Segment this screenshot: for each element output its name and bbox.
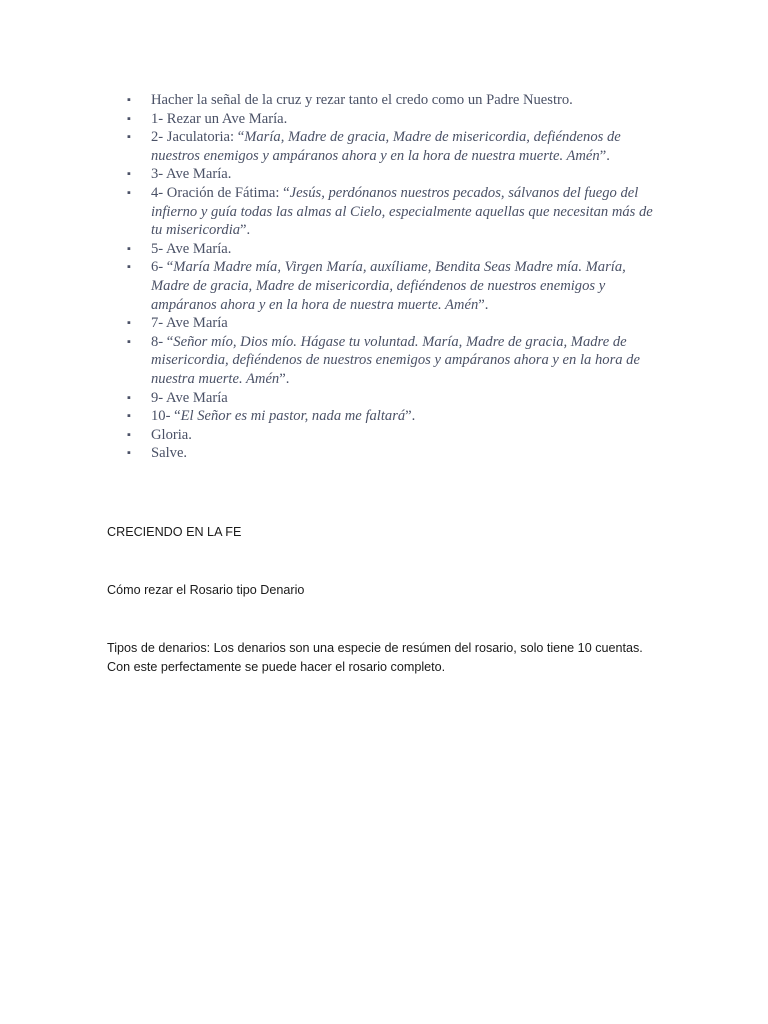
list-item — [127, 258, 667, 314]
bullet-icon: ▪ — [127, 112, 131, 125]
list-item — [127, 444, 667, 463]
list-item-text: 3- Ave María. — [151, 166, 232, 183]
list-item-text: Hacher la señal de la cruz y rezar tanto el credo como un Padre Nuestro. — [151, 92, 573, 108]
bullet-icon: ▪ — [127, 94, 131, 106]
bullet-icon: ▪ — [127, 391, 131, 404]
list-item-text: 4- Oración de Fátima: “Jesús, perdónanos nuestros pecados, sálvanos del fuego del infierno y guía todas las almas al Cielo, especialmente aquellas que necesitan más de tu misericordia”. — [151, 184, 653, 239]
bullet-icon: ▪ — [127, 168, 131, 181]
list-item — [127, 128, 667, 165]
list-item-text: Salve. — [151, 445, 188, 462]
list-item — [127, 333, 667, 389]
list-item — [127, 165, 667, 184]
list-item-text: 10- “El Señor es mi pastor, nada me faltará”. — [151, 408, 416, 425]
bullet-icon: ▪ — [127, 317, 131, 330]
prayer-steps-list — [127, 91, 667, 463]
bullet-icon: ▪ — [127, 261, 131, 274]
bullet-icon: ▪ — [127, 186, 131, 199]
bullet-icon: ▪ — [127, 242, 131, 255]
list-item — [127, 389, 667, 408]
list-item — [127, 407, 667, 426]
body-paragraph: Tipos de denarios: Los denarios son una especie de resúmen del rosario, solo tiene 10 cuentas. Con este perfectamente se puede hacer el rosario completo. — [107, 641, 643, 674]
section-subheading: Cómo rezar el Rosario tipo Denario — [107, 583, 305, 597]
bullet-icon: ▪ — [127, 410, 131, 423]
list-item — [127, 91, 667, 110]
list-item — [127, 240, 667, 259]
list-item-text: 8- “Señor mío, Dios mío. Hágase tu voluntad. María, Madre de gracia, Madre de misericordia, defiéndenos de nuestros enemigos y ampáranos ahora y en la hora de nuestra muerte. Amén”. — [151, 333, 640, 387]
bullet-icon: ▪ — [127, 428, 131, 441]
bullet-icon: ▪ — [127, 131, 131, 144]
list-item — [127, 184, 667, 240]
list-item-text: 2- Jaculatoria: “María, Madre de gracia, Madre de misericordia, defiéndenos de nuestros enemigos y ampáranos ahora y en la hora de nuestra muerte. Amén”. — [151, 129, 621, 164]
bullet-icon: ▪ — [127, 335, 131, 348]
list-item-text: Gloria. — [151, 426, 192, 443]
list-item — [127, 314, 667, 333]
list-item-text: 1- Rezar un Ave María. — [151, 110, 288, 127]
section-heading: CRECIENDO EN LA FE — [107, 525, 242, 539]
list-item — [127, 110, 667, 129]
list-item-text: 9- Ave María — [151, 389, 228, 406]
list-item-text: 7- Ave María — [151, 315, 228, 332]
list-item — [127, 426, 667, 445]
list-item-text: 5- Ave María. — [151, 240, 232, 257]
bullet-icon: ▪ — [127, 447, 131, 460]
list-item-text: 6- “María Madre mía, Virgen María, auxíliame, Bendita Seas Madre mía. María, Madre de gracia, Madre de misericordia, defiéndenos de nuestros enemigos y ampáranos ahora y en la hora de nuestra muerte. Amén”. — [151, 259, 626, 313]
